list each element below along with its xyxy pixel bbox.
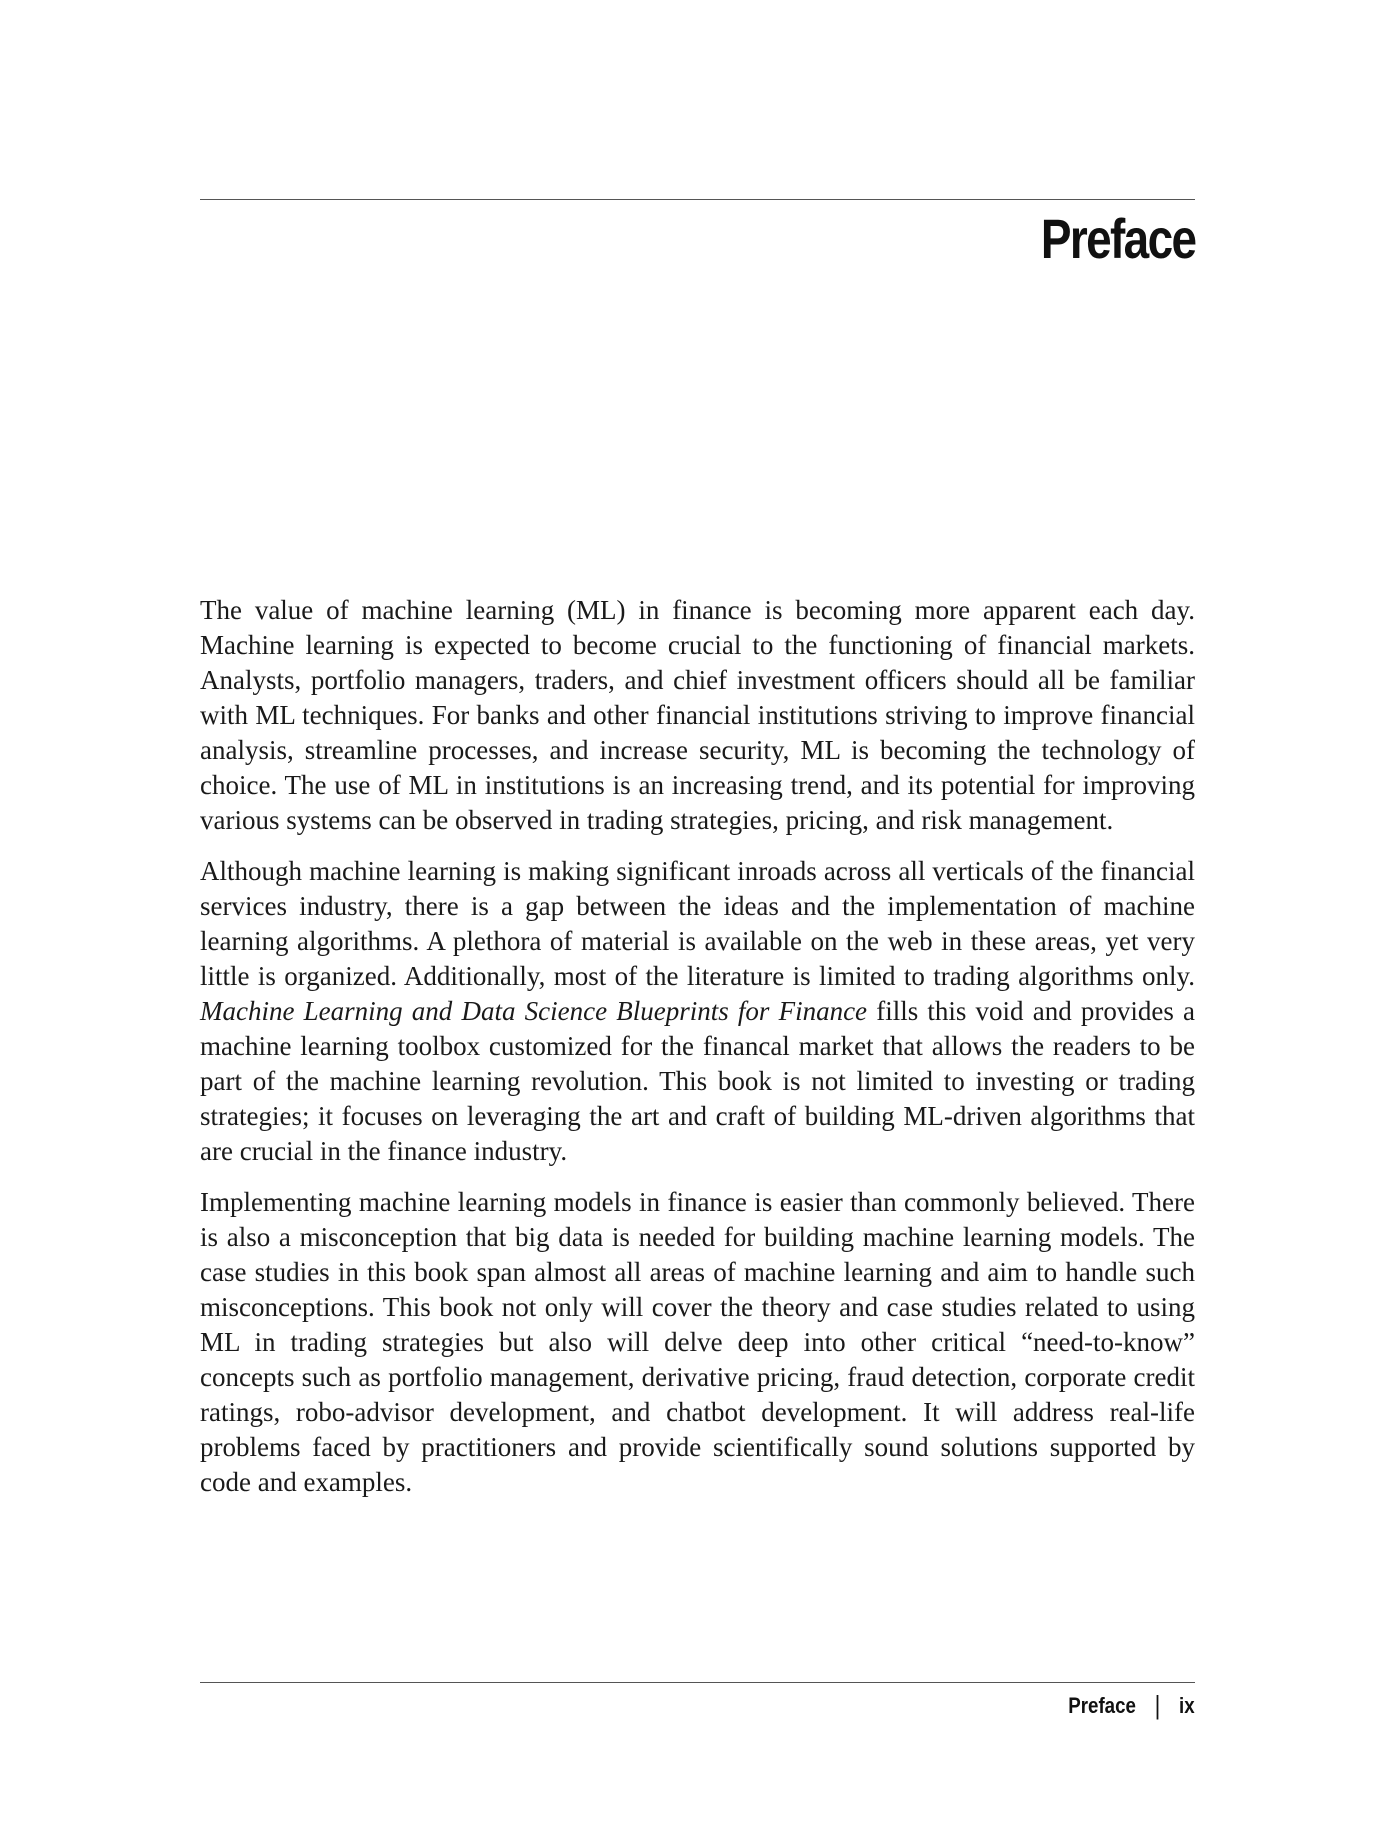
header-rule bbox=[200, 199, 1195, 200]
footer-rule bbox=[200, 1682, 1195, 1683]
page-footer bbox=[1069, 1690, 1195, 1721]
paragraph-1: The value of machine learning (ML) in finance is becoming more apparent each day. Machine learning is expected to become crucial to the functioning of financial markets. Analysts, portfolio managers, traders, and chief investment officers should all be familiar with ML techniques. For banks and other financial institutions striving to improve financial analysis, streamline processes, and increase security, ML is becoming the technology of choice. The use of ML in institutions is an increasing trend, and its potential for improving various systems can be observed in trading strategies, pricing, and risk management. bbox=[200, 595, 1195, 835]
footer-section-name: Preface bbox=[1068, 1692, 1137, 1718]
footer-separator: | bbox=[1154, 1690, 1161, 1720]
page-number: ix bbox=[1179, 1692, 1195, 1718]
paragraph-3: Implementing machine learning models in finance is easier than commonly believed. There is also a misconception that big data is needed for building machine learning models. The case studies in this book span almost all areas of machine learning and aim to handle such misconceptions. This book not only will cover the theory and case studies related to using ML in trading strategies but also will delve deep into other critical “need-to-know” concepts such as portfolio management, derivative pricing, fraud detection, corporate credit ratings, robo-advisor development, and chatbot development. It will address real-life problems faced by practitioners and provide scientifically sound solutions supported by code and examples. bbox=[200, 1187, 1195, 1497]
paragraph-2 bbox=[200, 854, 1195, 1169]
paragraph-2-text-a: Although machine learning is making significant inroads across all verticals of the financial services industry, there is a gap between the ideas and the implementation of machine learning algorithms. A plethora of material is available on the web in these areas, yet very little is organized. Additionally, most of the literature is limited to trading algorithms only. bbox=[200, 856, 1195, 991]
paragraph-2-text-b: fills this void and provides a machine learning toolbox customized for the financal market that allows the readers to be part of the machine learning revolution. This book is not limited to investing or trading strategies; it focuses on leveraging the art and craft of building ML-driven algorithms that are crucial in the finance industry. bbox=[200, 996, 1196, 1166]
chapter-title: Preface bbox=[1040, 207, 1195, 270]
body-text bbox=[200, 593, 1195, 1516]
book-title-italic: Machine Learning and Data Science Blueprints for Finance bbox=[200, 996, 868, 1026]
